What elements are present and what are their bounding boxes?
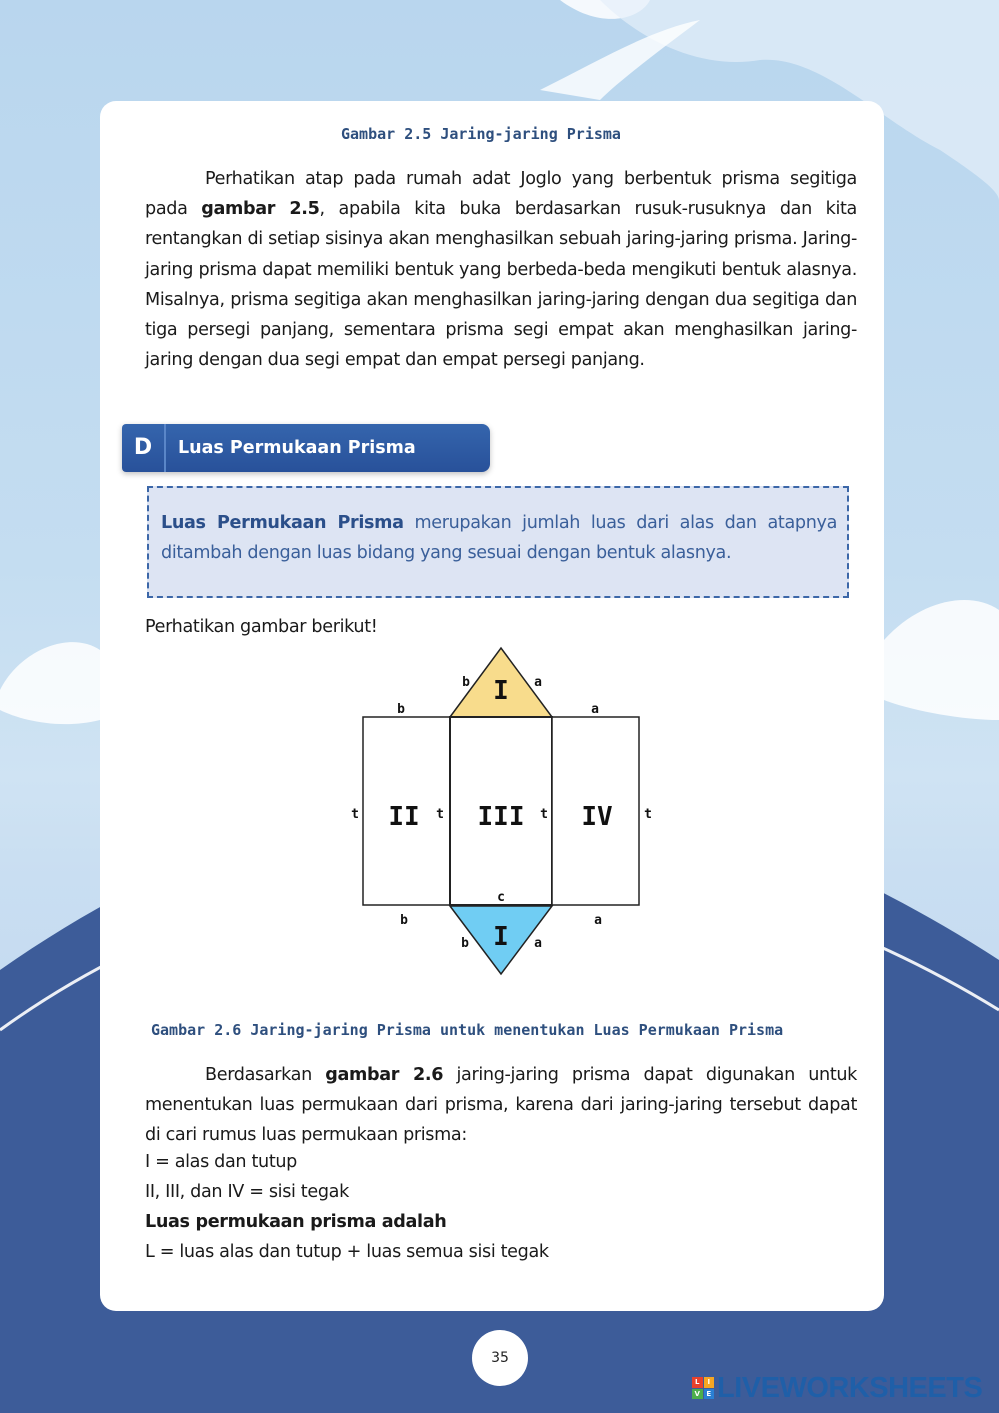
liveworksheets-brand [692, 1372, 982, 1404]
face-ii-label: II [388, 802, 420, 832]
paragraph-explanation [145, 1060, 857, 1151]
line-formula: L = luas alas dan tutup + luas semua sisi tegak [145, 1242, 549, 1262]
figure-caption-2-6: Gambar 2.6 Jaring-jaring Prisma untuk menentukan Luas Permukaan Prisma [151, 1021, 784, 1039]
top-edge-b: b [397, 702, 405, 717]
top-triangle-right-edge: a [534, 675, 542, 690]
liveworksheets-logo-icon [692, 1377, 714, 1399]
figure-caption-2-5: Gambar 2.5 Jaring-jaring Prisma [341, 125, 621, 143]
logo-letter: V [692, 1389, 703, 1400]
bottom-triangle-right-edge: a [534, 936, 542, 951]
definition-text [161, 508, 837, 568]
paragraph-joglo [145, 164, 857, 375]
section-header [122, 424, 490, 472]
top-cloud-band [540, 20, 700, 100]
height-label-3: t [540, 807, 548, 822]
bottom-triangle-base: c [497, 890, 505, 905]
definition-body: merupakan jumlah luas dari alas dan atapnya ditambah dengan luas bidang yang sesuai dengan bentuk alasnya. [161, 513, 838, 563]
bottom-edge-a: a [594, 913, 602, 928]
logo-letter: E [704, 1389, 715, 1400]
line-alas-tutup: I = alas dan tutup [145, 1152, 297, 1172]
line-formula-heading: Luas permukaan prisma adalah [145, 1212, 447, 1232]
paragraph-text: Berdasarkan [205, 1065, 326, 1085]
height-label-2: t [436, 807, 444, 822]
line-sisi-tegak: II, III, dan IV = sisi tegak [145, 1182, 349, 1202]
section-letter: D [122, 424, 166, 472]
top-triangle-left-edge: b [462, 675, 470, 690]
paragraph-text: Perhatikan atap pada rumah adat Joglo yang berbentuk prisma segitiga pada [145, 169, 857, 220]
prism-net-diagram [340, 642, 670, 982]
top-edge-a: a [591, 702, 599, 717]
face-iii-label: III [477, 802, 525, 832]
height-label-1: t [351, 807, 359, 822]
liveworksheets-wordmark: LIVEWORKSHEETS [717, 1371, 983, 1404]
right-cloud [884, 600, 999, 720]
height-label-4: t [644, 807, 652, 822]
top-triangle-roman: I [493, 676, 509, 706]
face-iv-label: IV [581, 802, 613, 832]
logo-letter: I [704, 1377, 715, 1388]
instruction-text: Perhatikan gambar berikut! [145, 617, 378, 637]
paragraph-text: jaring-jaring prisma dapat digunakan untuk menentukan luas permukaan dari prisma, karena dari jaring-jaring tersebut dapat di cari rumus luas permukaan prisma: [145, 1065, 858, 1146]
figure-reference: gambar 2.6 [325, 1065, 444, 1085]
bottom-edge-b: b [400, 913, 408, 928]
logo-letter: L [692, 1377, 703, 1388]
page-number: 35 [472, 1330, 528, 1386]
bottom-triangle-left-edge: b [461, 936, 469, 951]
section-title: Luas Permukaan Prisma [178, 438, 416, 458]
figure-reference: gambar 2.5 [201, 199, 320, 220]
definition-box [147, 486, 849, 598]
bottom-triangle-roman: I [493, 922, 509, 952]
definition-term: Luas Permukaan Prisma [161, 513, 404, 533]
left-cloud [0, 642, 100, 724]
paragraph-text: , apabila kita buka berdasarkan rusuk-rusuknya dan kita rentangkan di setiap sisinya akan menghasilkan sebuah jaring-jaring prisma. Jaring-jaring prisma dapat memiliki bentuk yang berbeda-beda mengikuti bentuk alasnya. Misalnya, prisma segitiga akan menghasilkan jaring-jaring dengan dua segitiga dan tiga persegi panjang, sementara prisma segi empat akan menghasilkan jaring-jaring dengan dua segi empat dan empat persegi panjang. [145, 199, 857, 371]
